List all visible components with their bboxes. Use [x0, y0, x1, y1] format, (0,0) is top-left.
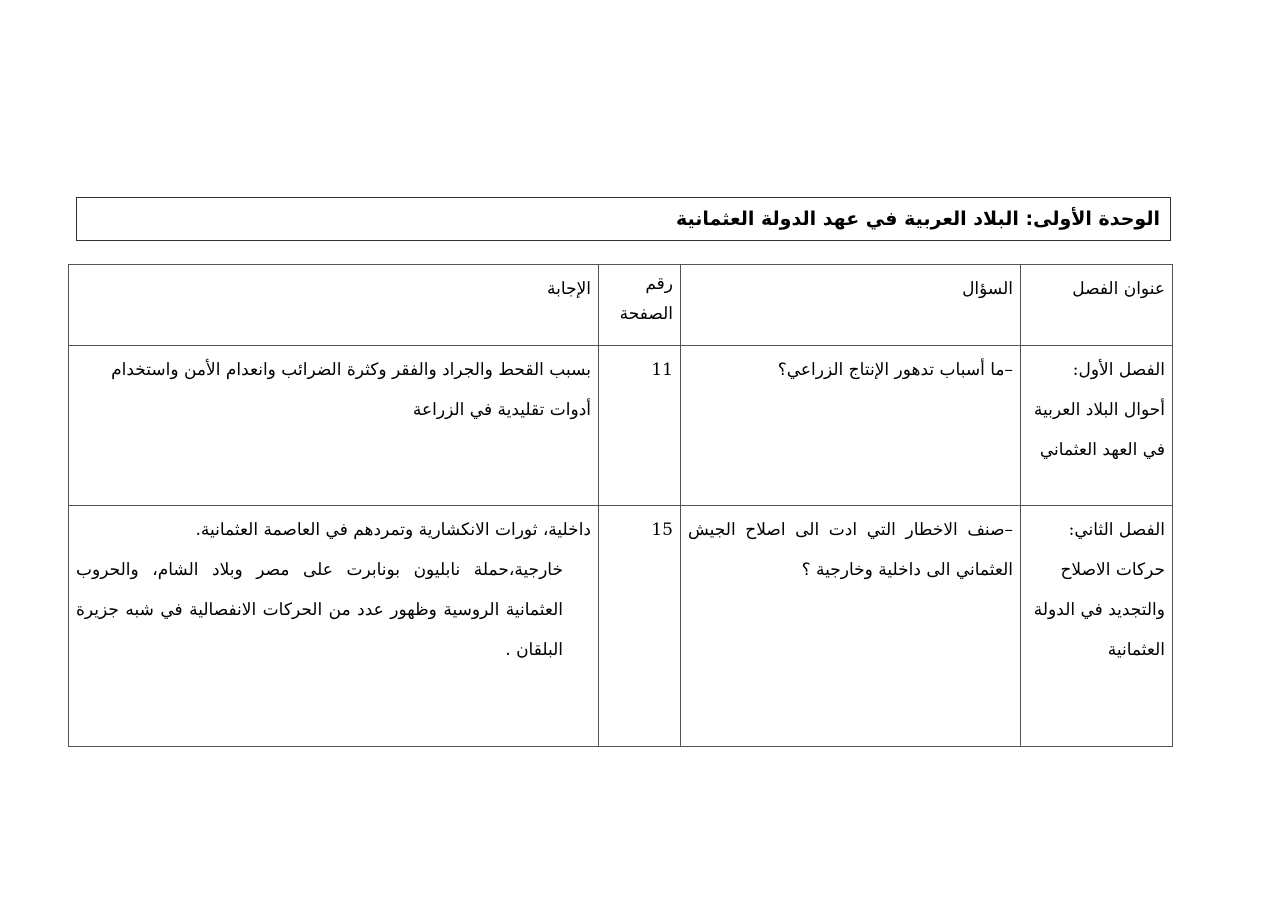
question-cell: –صنف الاخطار التي ادت الى اصلاح الجيش العثماني الى داخلية وخارجية ؟: [681, 506, 1021, 747]
header-page: [599, 265, 681, 346]
unit-header-box: [76, 197, 1171, 241]
header-page-label: رقم الصفحة: [619, 274, 673, 324]
header-answer: الإجابة: [69, 265, 599, 346]
answer-cell: [69, 506, 599, 747]
table-row: [69, 506, 1173, 747]
page-number-cell: 15: [599, 506, 681, 747]
header-question: السؤال: [681, 265, 1021, 346]
page-number-cell: 11: [599, 346, 681, 506]
chapter-cell: الفصل الثاني: حركات الاصلاح والتجديد في الدولة العثمانية: [1021, 506, 1173, 747]
answer-cell: بسبب القحط والجراد والفقر وكثرة الضرائب وانعدام الأمن واستخدام أدوات تقليدية في الزراعة: [69, 346, 599, 506]
header-chapter: عنوان الفصل: [1021, 265, 1173, 346]
table-header-row: [69, 265, 1173, 346]
question-cell: –ما أسباب تدهور الإنتاج الزراعي؟: [681, 346, 1021, 506]
questions-table: [68, 264, 1173, 747]
answer-external: خارجية،حملة نابليون بونابرت على مصر وبلاد الشام، والحروب العثمانية الروسية وظهور عدد من الحركات الانفصالية في شبه جزيرة البلقان .: [76, 560, 563, 660]
unit-title: الوحدة الأولى: البلاد العربية في عهد الدولة العثمانية: [675, 208, 1160, 230]
chapter-cell: الفصل الأول: أحوال البلاد العربية في العهد العثماني: [1021, 346, 1173, 506]
answer-internal: داخلية، ثورات الانكشارية وتمردهم في العاصمة العثمانية.: [195, 520, 591, 540]
table-row: [69, 346, 1173, 506]
